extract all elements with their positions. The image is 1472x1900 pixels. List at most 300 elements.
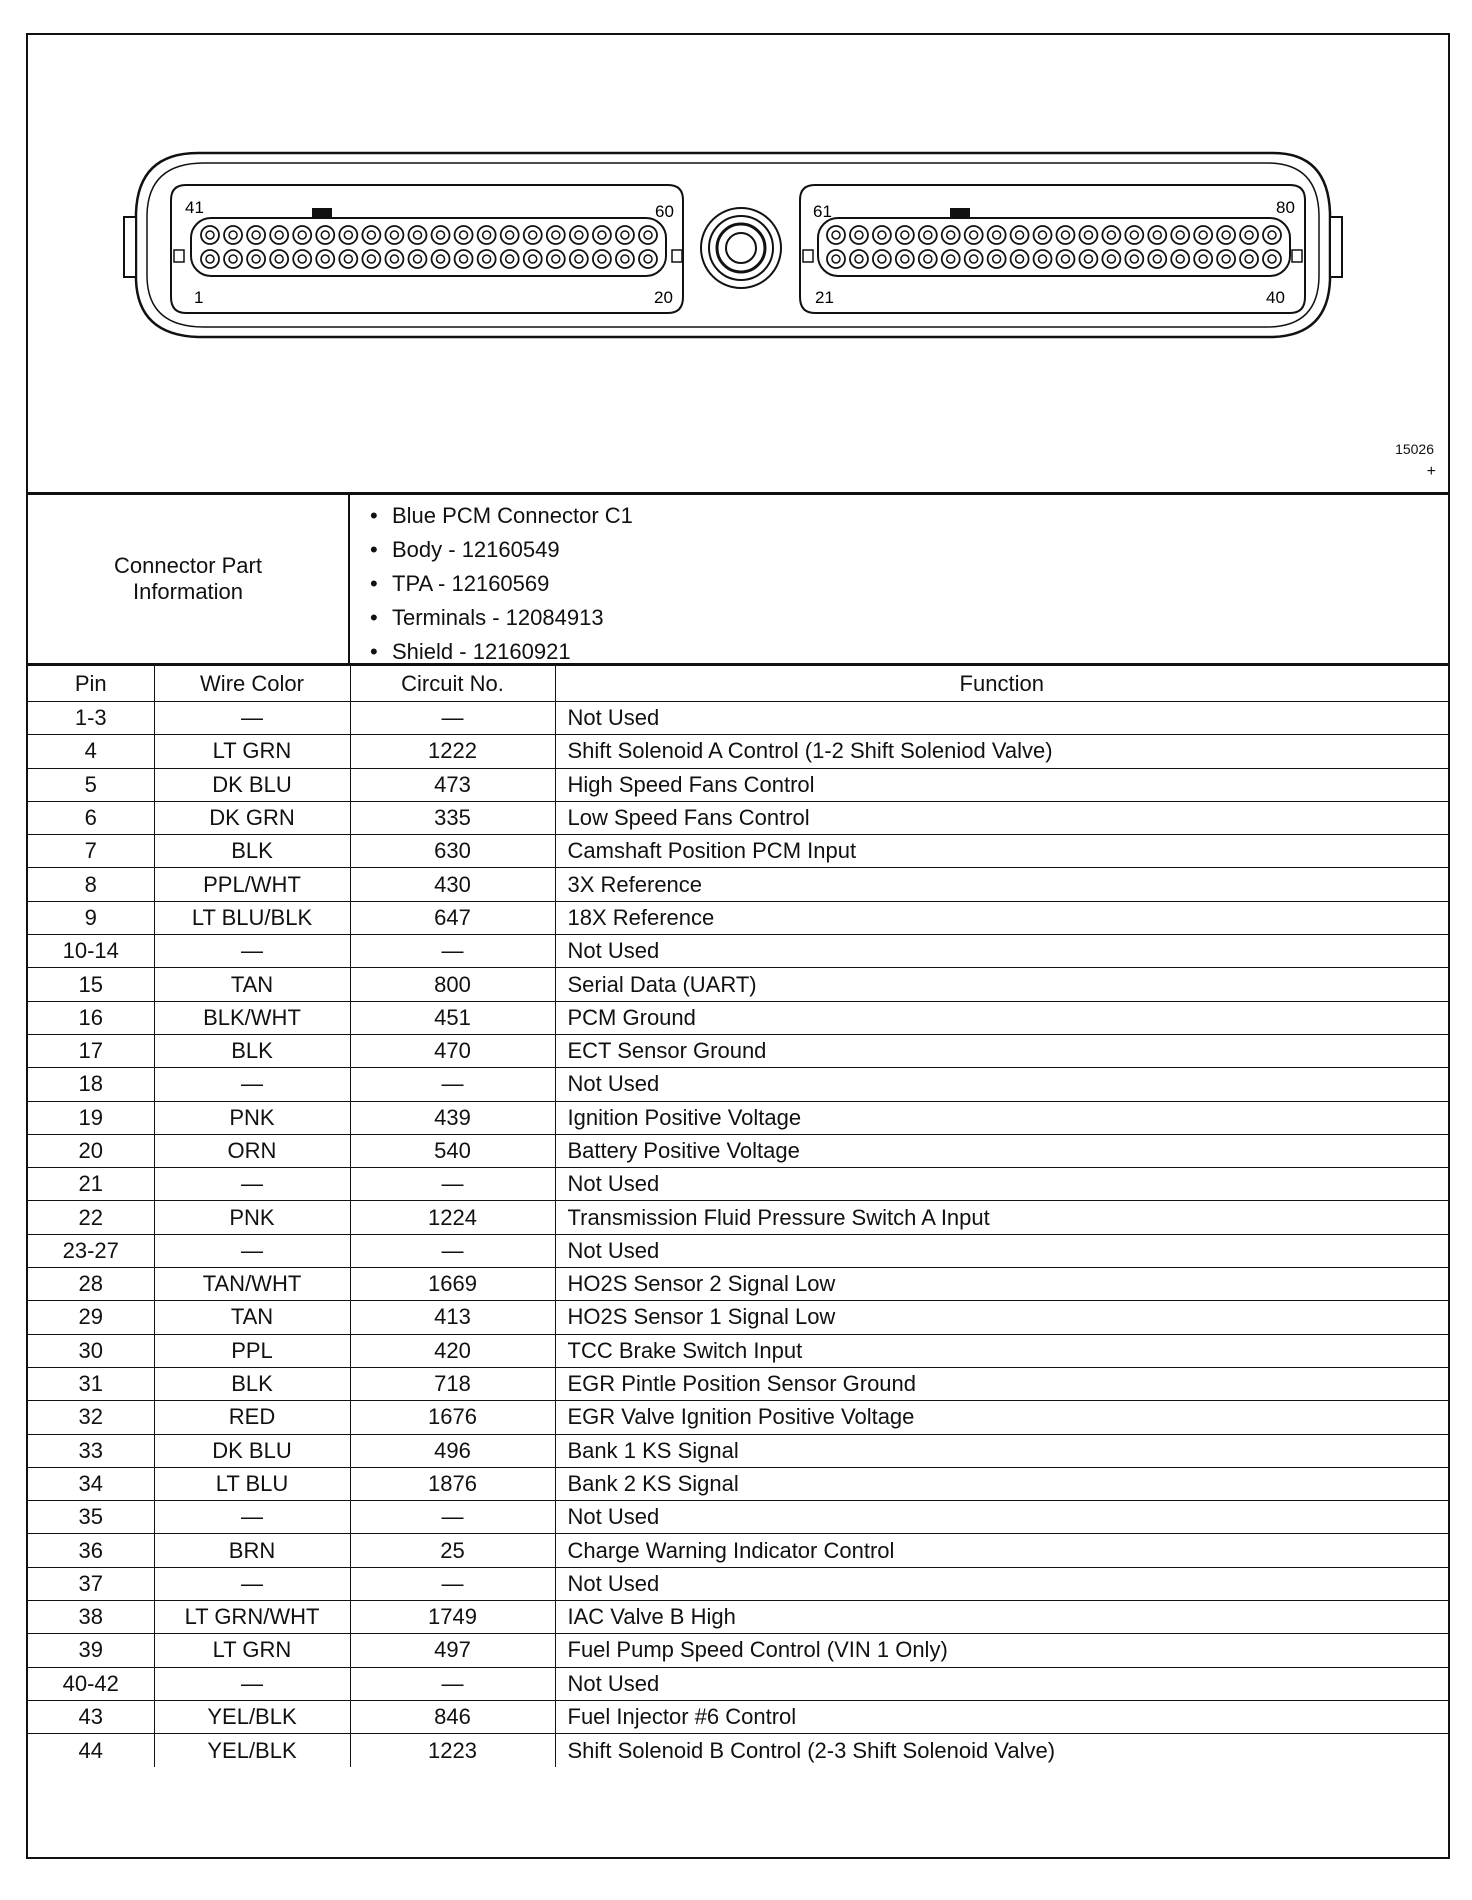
pin-cavity	[1102, 250, 1120, 268]
pin-cavity	[1263, 226, 1281, 244]
cell-function: Not Used	[555, 935, 1448, 968]
pin-cavity	[408, 226, 426, 244]
pin-terminal	[460, 255, 468, 263]
pin-cavity	[362, 250, 380, 268]
cell-function: Shift Solenoid A Control (1-2 Shift Soleniod Valve)	[555, 735, 1448, 768]
cell-circuit-no: 647	[350, 901, 555, 934]
cell-function: Camshaft Position PCM Input	[555, 835, 1448, 868]
pin-terminal	[229, 255, 237, 263]
pin-terminal	[970, 231, 978, 239]
pin-terminal	[206, 231, 214, 239]
cell-pin: 16	[28, 1001, 154, 1034]
cell-wire-color: BLK	[154, 1034, 350, 1067]
pin-terminal	[529, 231, 537, 239]
right-latch	[1330, 217, 1342, 277]
pin-terminal	[832, 255, 840, 263]
cell-circuit-no: 1676	[350, 1401, 555, 1434]
housing-inner-outline	[147, 163, 1319, 327]
pin-cavity	[432, 250, 450, 268]
cell-function: Ignition Positive Voltage	[555, 1101, 1448, 1134]
cell-circuit-no: 497	[350, 1634, 555, 1667]
cell-circuit-no: 1223	[350, 1734, 555, 1767]
cell-circuit-no: 718	[350, 1367, 555, 1400]
pin-cavity	[501, 250, 519, 268]
pin-cavity	[316, 226, 334, 244]
cell-circuit-no: —	[350, 1567, 555, 1600]
pin-terminal	[552, 255, 560, 263]
center-bolt-hole	[726, 233, 756, 263]
pin-cavity	[1056, 226, 1074, 244]
left-polarization-tab	[312, 208, 332, 218]
pin-cavity	[201, 226, 219, 244]
pin-terminal	[229, 231, 237, 239]
pin-terminal	[598, 231, 606, 239]
pin-terminal	[437, 231, 445, 239]
cell-pin: 20	[28, 1134, 154, 1167]
cell-pin: 7	[28, 835, 154, 868]
cell-function: Not Used	[555, 702, 1448, 735]
pin-terminal	[855, 231, 863, 239]
cell-wire-color: DK BLU	[154, 1434, 350, 1467]
cell-function: Not Used	[555, 1667, 1448, 1700]
left-center-square	[672, 250, 682, 262]
pin-terminal	[344, 255, 352, 263]
housing-outline	[136, 153, 1330, 337]
label-pin-60: 60	[655, 202, 674, 221]
pin-terminal	[437, 255, 445, 263]
cell-circuit-no: 630	[350, 835, 555, 868]
cell-wire-color: DK BLU	[154, 768, 350, 801]
cell-circuit-no: 846	[350, 1700, 555, 1733]
table-row	[28, 935, 1448, 968]
pin-cavity	[339, 250, 357, 268]
pin-cavity	[455, 226, 473, 244]
pin-cavity	[896, 226, 914, 244]
center-bolt-outer	[701, 208, 781, 288]
cell-circuit-no: 25	[350, 1534, 555, 1567]
pin-cavity	[1217, 250, 1235, 268]
pin-terminal	[1016, 231, 1024, 239]
pin-terminal	[1130, 231, 1138, 239]
pin-terminal	[947, 231, 955, 239]
cell-circuit-no: —	[350, 935, 555, 968]
pin-terminal	[1222, 255, 1230, 263]
table-row	[28, 768, 1448, 801]
cell-wire-color: —	[154, 935, 350, 968]
label-pin-80: 80	[1276, 198, 1295, 217]
pin-terminal	[206, 255, 214, 263]
table-row	[28, 735, 1448, 768]
pin-terminal	[1245, 231, 1253, 239]
info-item: • Shield - 12160921	[392, 635, 1448, 669]
pin-cavity	[593, 226, 611, 244]
table-row	[28, 1201, 1448, 1234]
pin-terminal	[1084, 255, 1092, 263]
pin-cavity	[827, 226, 845, 244]
pin-rows	[28, 702, 1448, 1768]
pin-cavity	[224, 250, 242, 268]
pin-terminal	[413, 255, 421, 263]
table-row	[28, 1467, 1448, 1500]
pin-cavity	[616, 226, 634, 244]
pin-cavity	[408, 250, 426, 268]
cell-circuit-no: —	[350, 702, 555, 735]
table-row	[28, 835, 1448, 868]
pin-terminal	[970, 255, 978, 263]
connector-info-label: Connector Part Information	[28, 495, 350, 663]
pin-cavity	[478, 226, 496, 244]
cell-function: 18X Reference	[555, 901, 1448, 934]
pin-terminal	[252, 255, 260, 263]
cell-function: EGR Valve Ignition Positive Voltage	[555, 1401, 1448, 1434]
cell-circuit-no: 1876	[350, 1467, 555, 1500]
pin-cavity	[873, 226, 891, 244]
table-row	[28, 868, 1448, 901]
pin-terminal	[924, 231, 932, 239]
table-row	[28, 901, 1448, 934]
cell-circuit-no: 430	[350, 868, 555, 901]
cell-wire-color: —	[154, 702, 350, 735]
pin-terminal	[321, 255, 329, 263]
pin-cavity	[942, 226, 960, 244]
pin-terminal	[390, 255, 398, 263]
pin-terminal	[575, 231, 583, 239]
cell-wire-color: BRN	[154, 1534, 350, 1567]
cell-function: Not Used	[555, 1168, 1448, 1201]
label-pin-61: 61	[813, 202, 832, 221]
left-latch	[124, 217, 136, 277]
cell-wire-color: TAN	[154, 968, 350, 1001]
header-wire-color: Wire Color	[154, 666, 350, 702]
table-row	[28, 1301, 1448, 1334]
cell-wire-color: PPL	[154, 1334, 350, 1367]
pin-terminal	[924, 255, 932, 263]
cell-wire-color: TAN/WHT	[154, 1268, 350, 1301]
pin-terminal	[1039, 255, 1047, 263]
pin-cavity	[1263, 250, 1281, 268]
cell-pin: 15	[28, 968, 154, 1001]
cell-pin: 4	[28, 735, 154, 768]
pin-cavity	[1034, 226, 1052, 244]
cell-pin: 35	[28, 1501, 154, 1534]
right-cavity	[800, 185, 1305, 313]
cell-wire-color: LT BLU/BLK	[154, 901, 350, 934]
cell-wire-color: PNK	[154, 1201, 350, 1234]
pin-cavity	[570, 226, 588, 244]
cell-wire-color: PPL/WHT	[154, 868, 350, 901]
pin-terminal	[993, 255, 1001, 263]
table-row	[28, 1001, 1448, 1034]
cell-function: Low Speed Fans Control	[555, 801, 1448, 834]
pin-cavity	[1240, 226, 1258, 244]
pin-terminal	[483, 255, 491, 263]
cell-function: Transmission Fluid Pressure Switch A Input	[555, 1201, 1448, 1234]
pin-terminal	[855, 255, 863, 263]
cell-function: TCC Brake Switch Input	[555, 1334, 1448, 1367]
cell-function: 3X Reference	[555, 868, 1448, 901]
table-row	[28, 1567, 1448, 1600]
pin-terminal	[1222, 231, 1230, 239]
table-row	[28, 1634, 1448, 1667]
cell-function: Shift Solenoid B Control (2-3 Shift Solenoid Valve)	[555, 1734, 1448, 1767]
cell-pin: 30	[28, 1334, 154, 1367]
table-row	[28, 1434, 1448, 1467]
pin-cavity	[1148, 250, 1166, 268]
pin-cavity	[942, 250, 960, 268]
cell-circuit-no: —	[350, 1234, 555, 1267]
cell-function: Charge Warning Indicator Control	[555, 1534, 1448, 1567]
pin-terminal	[644, 255, 652, 263]
cell-function: ECT Sensor Ground	[555, 1034, 1448, 1067]
pin-cavity	[547, 250, 565, 268]
pin-cavity	[247, 226, 265, 244]
table-row	[28, 1068, 1448, 1101]
pin-terminal	[1130, 255, 1138, 263]
cell-function: IAC Valve B High	[555, 1601, 1448, 1634]
pin-terminal	[413, 231, 421, 239]
cell-function: Fuel Pump Speed Control (VIN 1 Only)	[555, 1634, 1448, 1667]
pin-terminal	[390, 231, 398, 239]
cell-pin: 9	[28, 901, 154, 934]
pin-cavity	[1171, 250, 1189, 268]
cell-wire-color: LT GRN	[154, 735, 350, 768]
pin-terminal	[1084, 231, 1092, 239]
pin-terminal	[275, 231, 283, 239]
connector-drawing	[28, 35, 1448, 495]
pin-terminal	[1107, 231, 1115, 239]
cell-pin: 21	[28, 1168, 154, 1201]
pin-cavity	[385, 250, 403, 268]
pin-terminal	[506, 255, 514, 263]
cell-wire-color: ORN	[154, 1134, 350, 1167]
pin-terminal	[878, 231, 886, 239]
cell-circuit-no: 1749	[350, 1601, 555, 1634]
pin-cavity	[432, 226, 450, 244]
connector-diagram	[28, 35, 1448, 495]
pin-terminal	[344, 231, 352, 239]
label-pin-40: 40	[1266, 288, 1285, 307]
table-row	[28, 1268, 1448, 1301]
cell-pin: 6	[28, 801, 154, 834]
cell-circuit-no: 439	[350, 1101, 555, 1134]
pin-terminal	[621, 255, 629, 263]
cell-wire-color: TAN	[154, 1301, 350, 1334]
cell-pin: 36	[28, 1534, 154, 1567]
pin-cavity	[247, 250, 265, 268]
cell-circuit-no: 420	[350, 1334, 555, 1367]
pin-terminal	[367, 231, 375, 239]
cell-pin: 38	[28, 1601, 154, 1634]
pin-terminal	[483, 231, 491, 239]
pin-terminal	[947, 255, 955, 263]
table-row	[28, 702, 1448, 735]
pin-terminal	[321, 231, 329, 239]
cell-function: Serial Data (UART)	[555, 968, 1448, 1001]
left-key-square	[174, 250, 184, 262]
table-row	[28, 1700, 1448, 1733]
pin-cavity	[1102, 226, 1120, 244]
pin-cavity	[316, 250, 334, 268]
cell-pin: 28	[28, 1268, 154, 1301]
right-polarization-tab	[950, 208, 970, 218]
connector-info-row	[28, 495, 1448, 665]
cell-wire-color: —	[154, 1501, 350, 1534]
center-bolt-ring	[709, 216, 773, 280]
pin-terminal	[1245, 255, 1253, 263]
cell-pin: 31	[28, 1367, 154, 1400]
cell-circuit-no: 496	[350, 1434, 555, 1467]
pin-terminal	[878, 255, 886, 263]
cell-pin: 23-27	[28, 1234, 154, 1267]
table-row	[28, 1667, 1448, 1700]
pin-terminal	[1039, 231, 1047, 239]
cell-circuit-no: 335	[350, 801, 555, 834]
pin-cavity	[570, 250, 588, 268]
pin-terminal	[901, 255, 909, 263]
pin-cavity	[593, 250, 611, 268]
connector-info-list	[350, 495, 1448, 663]
pin-cavity	[362, 226, 380, 244]
right-key-square	[1292, 250, 1302, 262]
pin-cavity	[501, 226, 519, 244]
pin-cavity	[478, 250, 496, 268]
pin-cavity	[1125, 226, 1143, 244]
pin-terminal	[1176, 231, 1184, 239]
header-function: Function	[555, 666, 1448, 702]
cell-function: Fuel Injector #6 Control	[555, 1700, 1448, 1733]
pin-terminal	[552, 231, 560, 239]
cell-pin: 33	[28, 1434, 154, 1467]
pin-terminal	[1268, 255, 1276, 263]
header-circuit-no: Circuit No.	[350, 666, 555, 702]
cell-wire-color: PNK	[154, 1101, 350, 1134]
pin-terminal	[1061, 255, 1069, 263]
cell-circuit-no: 1222	[350, 735, 555, 768]
cell-wire-color: —	[154, 1567, 350, 1600]
pin-cavity	[919, 226, 937, 244]
crosshair-mark: +	[1426, 463, 1436, 480]
cell-function: HO2S Sensor 1 Signal Low	[555, 1301, 1448, 1334]
pin-cavity	[1194, 250, 1212, 268]
cell-pin: 19	[28, 1101, 154, 1134]
cell-function: Battery Positive Voltage	[555, 1134, 1448, 1167]
pin-cavity	[1079, 226, 1097, 244]
cell-circuit-no: —	[350, 1168, 555, 1201]
pin-terminal	[832, 231, 840, 239]
table-row	[28, 1734, 1448, 1767]
left-cavity	[171, 185, 683, 313]
pin-cavity	[524, 250, 542, 268]
table-row	[28, 1168, 1448, 1201]
info-item: • Body - 12160549	[392, 533, 1448, 567]
cell-function: EGR Pintle Position Sensor Ground	[555, 1367, 1448, 1400]
cell-pin: 44	[28, 1734, 154, 1767]
pin-terminal	[575, 255, 583, 263]
pin-cavity	[455, 250, 473, 268]
table-row	[28, 801, 1448, 834]
info-item: • TPA - 12160569	[392, 567, 1448, 601]
pin-terminal	[1153, 231, 1161, 239]
pin-cavity	[339, 226, 357, 244]
pin-terminal	[1268, 231, 1276, 239]
pin-cavity	[639, 250, 657, 268]
cell-pin: 39	[28, 1634, 154, 1667]
table-row	[28, 1501, 1448, 1534]
cell-circuit-no: 1669	[350, 1268, 555, 1301]
pin-terminal	[1107, 255, 1115, 263]
pin-terminal	[298, 231, 306, 239]
cell-wire-color: LT BLU	[154, 1467, 350, 1500]
cell-function: Bank 2 KS Signal	[555, 1467, 1448, 1500]
label-pin-41: 41	[185, 198, 204, 217]
cell-circuit-no: —	[350, 1667, 555, 1700]
cell-pin: 29	[28, 1301, 154, 1334]
info-item: • Terminals - 12084913	[392, 601, 1448, 635]
cell-circuit-no: 413	[350, 1301, 555, 1334]
pin-terminal	[993, 231, 1001, 239]
cell-wire-color: BLK/WHT	[154, 1001, 350, 1034]
table-header-row	[28, 666, 1448, 702]
cell-circuit-no: 451	[350, 1001, 555, 1034]
cell-wire-color: DK GRN	[154, 801, 350, 834]
cell-pin: 34	[28, 1467, 154, 1500]
pin-cavity	[293, 226, 311, 244]
pin-terminal	[1061, 231, 1069, 239]
cell-pin: 17	[28, 1034, 154, 1067]
pin-cavity	[1217, 226, 1235, 244]
cell-function: HO2S Sensor 2 Signal Low	[555, 1268, 1448, 1301]
figure-number: 15026	[1395, 441, 1434, 457]
pin-terminal	[252, 231, 260, 239]
pin-cavity	[1125, 250, 1143, 268]
pin-terminal	[1153, 255, 1161, 263]
label-pin-1: 1	[194, 288, 204, 307]
pin-cavity	[850, 250, 868, 268]
cell-pin: 1-3	[28, 702, 154, 735]
cell-circuit-no: 800	[350, 968, 555, 1001]
label-pin-21: 21	[815, 288, 834, 307]
pin-cavity	[919, 250, 937, 268]
cell-wire-color: —	[154, 1667, 350, 1700]
pin-terminal	[529, 255, 537, 263]
pin-cavity	[873, 250, 891, 268]
cell-pin: 5	[28, 768, 154, 801]
table-row	[28, 1101, 1448, 1134]
label-pin-20: 20	[654, 288, 673, 307]
left-pin-carrier	[191, 218, 666, 276]
pin-cavity	[1034, 250, 1052, 268]
cell-wire-color: —	[154, 1068, 350, 1101]
cell-wire-color: RED	[154, 1401, 350, 1434]
pin-cavity	[988, 250, 1006, 268]
table-row	[28, 1134, 1448, 1167]
table-row	[28, 1367, 1448, 1400]
pin-terminal	[644, 231, 652, 239]
pin-cavity	[827, 250, 845, 268]
cell-pin: 18	[28, 1068, 154, 1101]
pin-terminal	[298, 255, 306, 263]
cell-function: Bank 1 KS Signal	[555, 1434, 1448, 1467]
pin-terminal	[1176, 255, 1184, 263]
cell-function: Not Used	[555, 1068, 1448, 1101]
table-row	[28, 1234, 1448, 1267]
cell-function: Not Used	[555, 1501, 1448, 1534]
pin-terminal	[621, 231, 629, 239]
cell-wire-color: BLK	[154, 835, 350, 868]
cell-wire-color: —	[154, 1168, 350, 1201]
cell-wire-color: BLK	[154, 1367, 350, 1400]
pin-cavity	[639, 226, 657, 244]
